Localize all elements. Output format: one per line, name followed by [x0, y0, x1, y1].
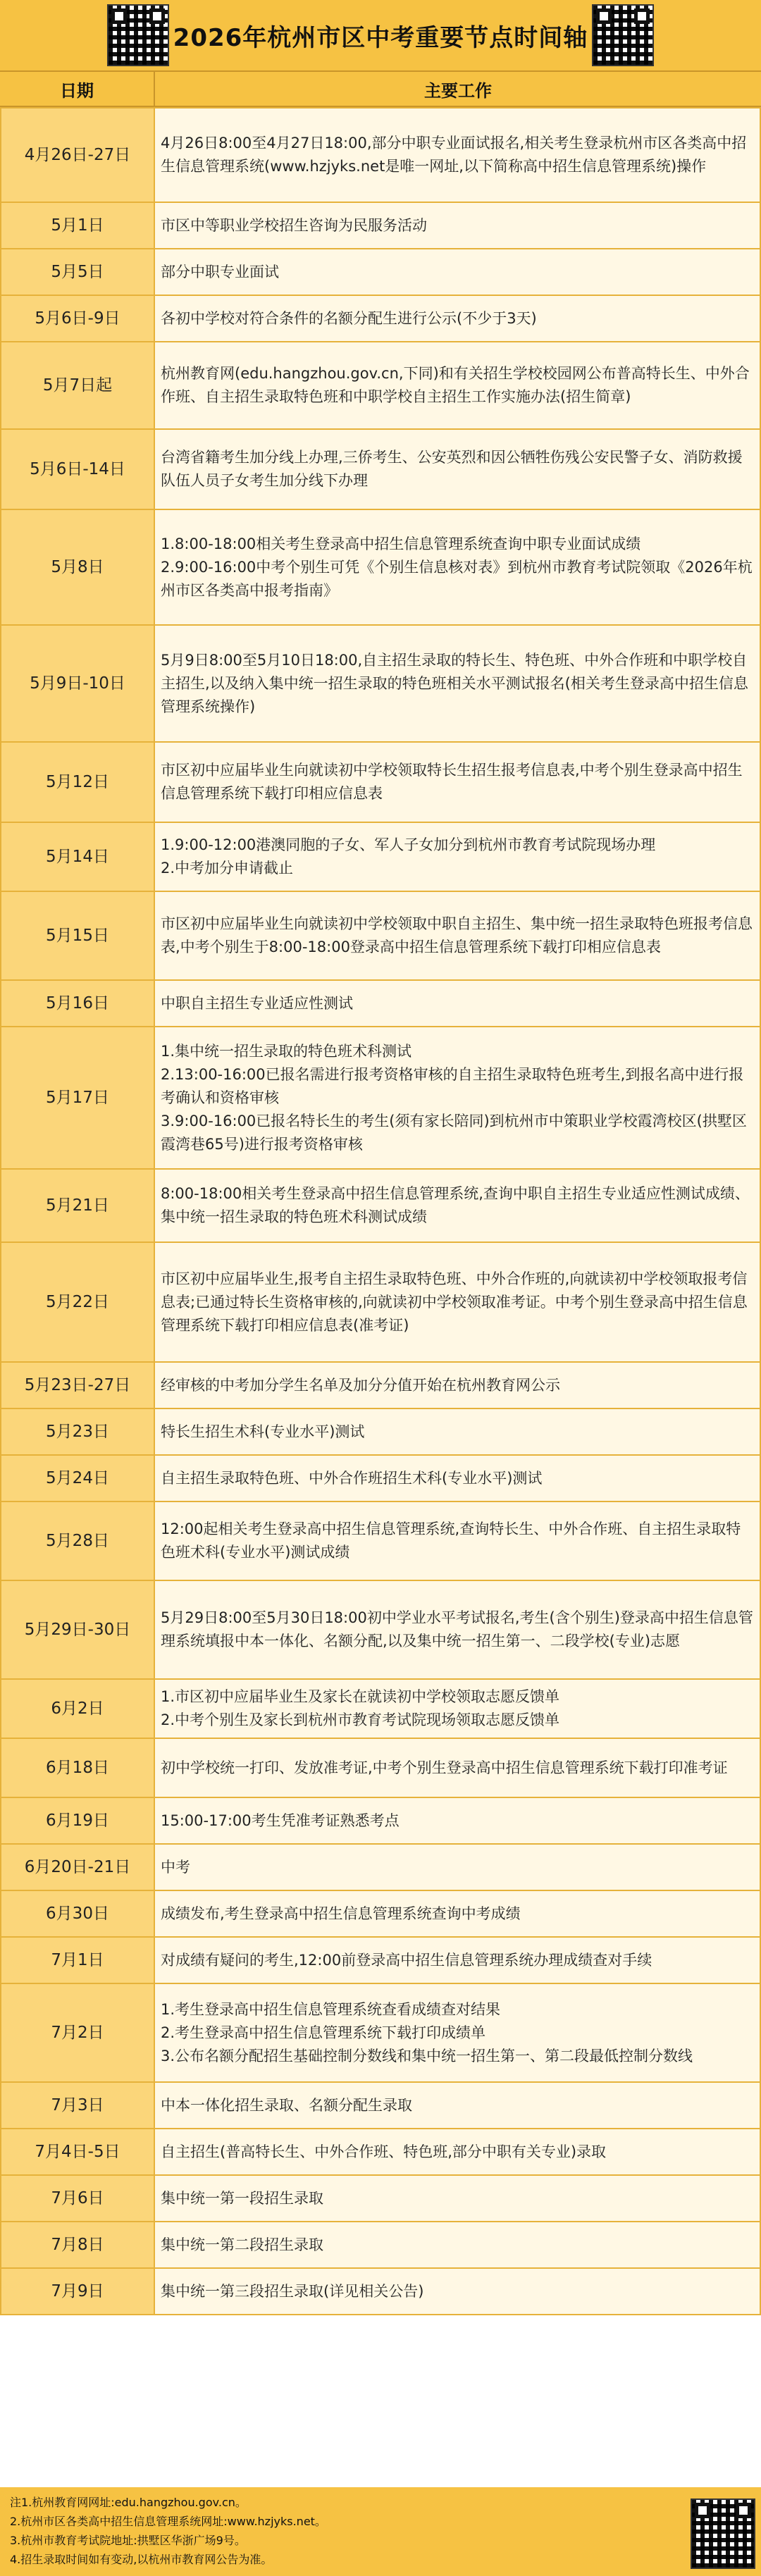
date-cell: 5月22日	[1, 1242, 154, 1362]
work-cell: 15:00-17:00考生凭准考证熟悉考点	[154, 1797, 760, 1844]
table-row	[1, 509, 760, 625]
table-row	[1, 2129, 760, 2175]
date-cell: 5月1日	[1, 202, 154, 249]
date-cell: 5月7日起	[1, 342, 154, 429]
table-row	[1, 1169, 760, 1242]
date-cell: 5月16日	[1, 980, 154, 1027]
table-row	[1, 1362, 760, 1408]
date-cell: 7月1日	[1, 1937, 154, 1983]
work-cell: 初中学校统一打印、发放准考证,中考个别生登录高中招生信息管理系统下载打印准考证	[154, 1738, 760, 1797]
qr-code-icon	[592, 4, 654, 66]
table-row	[1, 295, 760, 342]
date-cell: 5月8日	[1, 509, 154, 625]
table-row	[1, 980, 760, 1027]
footnote-4: 4.招生录取时间如有变动,以杭州市教育网公告为准。	[10, 2553, 273, 2566]
work-cell: 自主招生(普高特长生、中外合作班、特色班,部分中职有关专业)录取	[154, 2129, 760, 2175]
table-row	[1, 2175, 760, 2222]
work-cell: 中考	[154, 1844, 760, 1890]
work-cell: 集中统一第二段招生录取	[154, 2222, 760, 2268]
date-cell: 5月21日	[1, 1169, 154, 1242]
work-cell: 1.8:00-18:00相关考生登录高中招生信息管理系统查询中职专业面试成绩 2.9:00-16:00中考个别生可凭《个别生信息核对表》到杭州市教育考试院领取《2026年杭州市区各类高中报考指南》	[154, 509, 760, 625]
work-cell: 对成绩有疑问的考生,12:00前登录高中招生信息管理系统办理成绩查对手续	[154, 1937, 760, 1983]
date-cell: 5月6日-9日	[1, 295, 154, 342]
work-cell: 1.集中统一招生录取的特色班术科测试 2.13:00-16:00已报名需进行报考资格审核的自主招生录取特色班考生,到报名高中进行报考确认和资格审核 3.9:00-16:00已报名特长生的考生(须有家长陪同)到杭州市中策职业学校霞湾校区(拱墅区霞湾巷65号)进行报考资格审核	[154, 1027, 760, 1169]
table-row	[1, 1408, 760, 1455]
page-title: 2026年杭州市区中考重要节点时间轴	[173, 23, 588, 52]
table-row	[1, 108, 760, 202]
table-row	[1, 1679, 760, 1738]
footnote-2: 2.杭州市区各类高中招生信息管理系统网址:www.hzjyks.net。	[10, 2515, 326, 2528]
work-cell: 集中统一第一段招生录取	[154, 2175, 760, 2222]
work-cell: 5月9日8:00至5月10日18:00,自主招生录取的特长生、特色班、中外合作班和中职学校自主招生,以及纳入集中统一招生录取的特色班相关水平测试报名(相关考生登录高中招生信息管理系统操作)	[154, 625, 760, 742]
date-cell: 6月18日	[1, 1738, 154, 1797]
table-header	[0, 70, 761, 107]
work-cell: 经审核的中考加分学生名单及加分分值开始在杭州教育网公示	[154, 1362, 760, 1408]
table-row	[1, 202, 760, 249]
work-cell: 5月29日8:00至5月30日18:00初中学业水平考试报名,考生(含个别生)登录高中招生信息管理系统填报中本一体化、名额分配,以及集中统一招生第一、二段学校(专业)志愿	[154, 1580, 760, 1679]
footnotes	[0, 2487, 761, 2576]
date-cell: 5月14日	[1, 822, 154, 891]
table-row	[1, 822, 760, 891]
date-cell: 4月26日-27日	[1, 108, 154, 202]
table-row	[1, 1738, 760, 1797]
work-cell: 12:00起相关考生登录高中招生信息管理系统,查询特长生、中外合作班、自主招生录取特色班术科(专业水平)测试成绩	[154, 1501, 760, 1580]
table-row	[1, 1844, 760, 1890]
date-cell: 5月6日-14日	[1, 429, 154, 509]
table-row	[1, 891, 760, 980]
work-column-header: 主要工作	[424, 80, 492, 101]
table-row	[1, 429, 760, 509]
table-row	[1, 625, 760, 742]
table-row	[1, 1797, 760, 1844]
date-column-header: 日期	[0, 72, 155, 106]
date-cell: 5月23日-27日	[1, 1362, 154, 1408]
date-cell: 5月12日	[1, 742, 154, 822]
date-cell: 5月5日	[1, 249, 154, 295]
work-cell: 1.考生登录高中招生信息管理系统查看成绩查对结果 2.考生登录高中招生信息管理系统下载打印成绩单 3.公布名额分配招生基础控制分数线和集中统一招生第一、第二段最低控制分数线	[154, 1983, 760, 2082]
table-row	[1, 2082, 760, 2129]
work-cell: 台湾省籍考生加分线上办理,三侨考生、公安英烈和因公牺牲伤残公安民警子女、消防救援队伍人员子女考生加分线下办理	[154, 429, 760, 509]
date-cell: 5月15日	[1, 891, 154, 980]
timeline-table	[0, 107, 761, 2315]
table-row	[1, 249, 760, 295]
table-row	[1, 1501, 760, 1580]
footnote-1: 注1.杭州教育网网址:edu.hangzhou.gov.cn。	[10, 2496, 247, 2509]
qr-code-icon	[107, 4, 169, 66]
date-cell: 7月6日	[1, 2175, 154, 2222]
date-cell: 5月17日	[1, 1027, 154, 1169]
work-cell: 各初中学校对符合条件的名额分配生进行公示(不少于3天)	[154, 295, 760, 342]
work-cell: 部分中职专业面试	[154, 249, 760, 295]
date-cell: 7月8日	[1, 2222, 154, 2268]
date-cell: 7月3日	[1, 2082, 154, 2129]
work-cell: 自主招生录取特色班、中外合作班招生术科(专业水平)测试	[154, 1455, 760, 1501]
work-cell: 中职自主招生专业适应性测试	[154, 980, 760, 1027]
date-cell: 7月2日	[1, 1983, 154, 2082]
date-cell: 5月28日	[1, 1501, 154, 1580]
work-cell: 1.市区初中应届毕业生及家长在就读初中学校领取志愿反馈单 2.中考个别生及家长到杭州市教育考试院现场领取志愿反馈单	[154, 1679, 760, 1738]
date-cell: 6月30日	[1, 1890, 154, 1937]
work-cell: 集中统一第三段招生录取(详见相关公告)	[154, 2268, 760, 2315]
date-cell: 6月19日	[1, 1797, 154, 1844]
qr-code-icon	[691, 2498, 755, 2569]
work-cell: 市区中等职业学校招生咨询为民服务活动	[154, 202, 760, 249]
work-cell: 4月26日8:00至4月27日18:00,部分中职专业面试报名,相关考生登录杭州市区各类高中招生信息管理系统(www.hzjyks.net是唯一网址,以下简称高中招生信息管理系统)操作	[154, 108, 760, 202]
table-row	[1, 742, 760, 822]
date-cell: 5月9日-10日	[1, 625, 154, 742]
table-row	[1, 1580, 760, 1679]
work-cell: 市区初中应届毕业生,报考自主招生录取特色班、中外合作班的,向就读初中学校领取报考信息表;已通过特长生资格审核的,向就读初中学校领取准考证。中考个别生登录高中招生信息管理系统下载打印相应信息表(准考证)	[154, 1242, 760, 1362]
work-cell: 成绩发布,考生登录高中招生信息管理系统查询中考成绩	[154, 1890, 760, 1937]
footnote-3: 3.杭州市教育考试院地址:拱墅区华浙广场9号。	[10, 2534, 246, 2547]
work-cell: 市区初中应届毕业生向就读初中学校领取中职自主招生、集中统一招生录取特色班报考信息表,中考个别生于8:00-18:00登录高中招生信息管理系统下载打印相应信息表	[154, 891, 760, 980]
date-cell: 7月9日	[1, 2268, 154, 2315]
table-row	[1, 342, 760, 429]
date-cell: 6月2日	[1, 1679, 154, 1738]
date-cell: 6月20日-21日	[1, 1844, 154, 1890]
work-cell: 中本一体化招生录取、名额分配生录取	[154, 2082, 760, 2129]
table-row	[1, 2268, 760, 2315]
table-row	[1, 1983, 760, 2082]
table-row	[1, 1890, 760, 1937]
work-cell: 特长生招生术科(专业水平)测试	[154, 1408, 760, 1455]
date-cell: 5月29日-30日	[1, 1580, 154, 1679]
work-cell: 8:00-18:00相关考生登录高中招生信息管理系统,查询中职自主招生专业适应性测试成绩、集中统一招生录取的特色班术科测试成绩	[154, 1169, 760, 1242]
table-row	[1, 1242, 760, 1362]
table-row	[1, 1937, 760, 1983]
date-cell: 5月23日	[1, 1408, 154, 1455]
table-row	[1, 1455, 760, 1501]
date-cell: 7月4日-5日	[1, 2129, 154, 2175]
work-cell: 市区初中应届毕业生向就读初中学校领取特长生招生报考信息表,中考个别生登录高中招生信息管理系统下载打印相应信息表	[154, 742, 760, 822]
table-row	[1, 1027, 760, 1169]
table-row	[1, 2222, 760, 2268]
work-cell: 杭州教育网(edu.hangzhou.gov.cn,下同)和有关招生学校校园网公布普高特长生、中外合作班、自主招生录取特色班和中职学校自主招生工作实施办法(招生简章)	[154, 342, 760, 429]
date-cell: 5月24日	[1, 1455, 154, 1501]
work-cell: 1.9:00-12:00港澳同胞的子女、军人子女加分到杭州市教育考试院现场办理 2.中考加分申请截止	[154, 822, 760, 891]
